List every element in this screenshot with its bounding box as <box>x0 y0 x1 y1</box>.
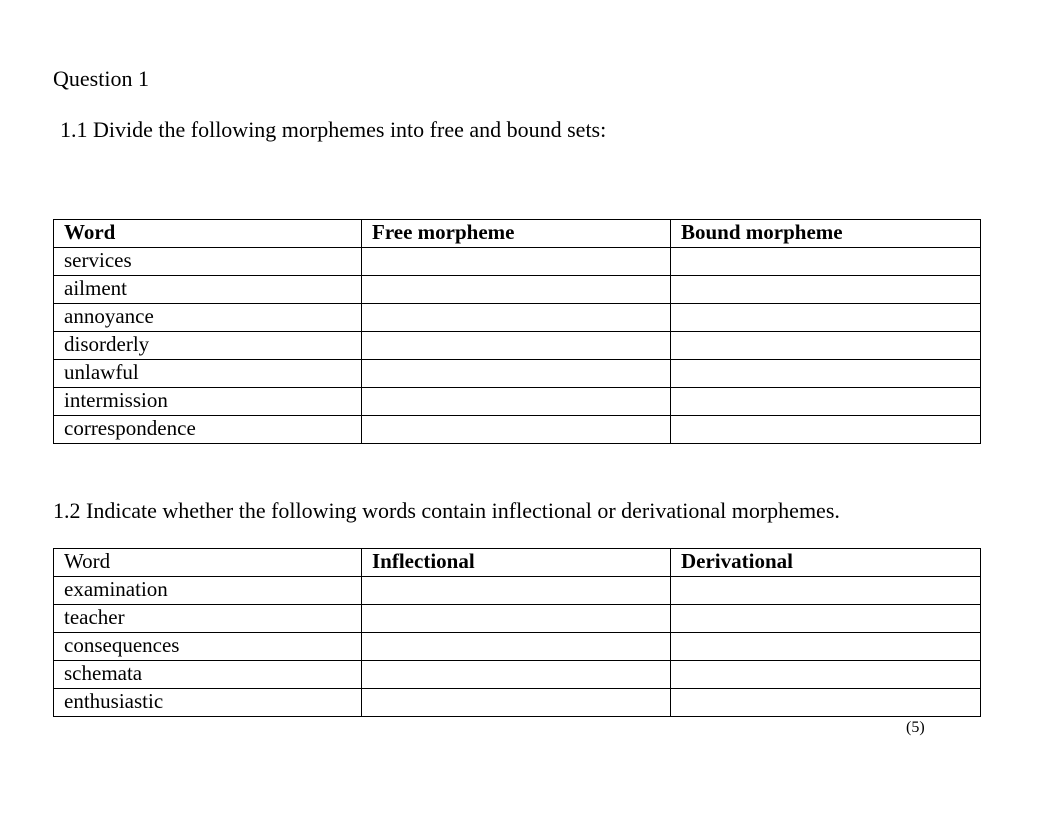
table-header-row <box>54 549 981 577</box>
word-cell: annoyance <box>54 304 362 332</box>
table-row <box>54 248 981 276</box>
inflectional-cell[interactable] <box>362 689 671 717</box>
table-row <box>54 633 981 661</box>
free-morpheme-cell[interactable] <box>362 248 671 276</box>
column-header-word: Word <box>54 220 362 248</box>
column-header-bound-morpheme: Bound morpheme <box>671 220 981 248</box>
free-morpheme-cell[interactable] <box>362 276 671 304</box>
bound-morpheme-cell[interactable] <box>671 332 981 360</box>
part1-prompt: 1.1 Divide the following morphemes into free and bound sets: <box>60 117 607 142</box>
table-row <box>54 276 981 304</box>
free-bound-table <box>53 219 981 444</box>
table-row <box>54 304 981 332</box>
inflectional-cell[interactable] <box>362 633 671 661</box>
word-cell: ailment <box>54 276 362 304</box>
word-cell: intermission <box>54 388 362 416</box>
inflectional-derivational-table <box>53 548 981 717</box>
table-row <box>54 605 981 633</box>
derivational-cell[interactable] <box>671 689 981 717</box>
question-title: Question 1 <box>53 66 149 91</box>
bound-morpheme-cell[interactable] <box>671 276 981 304</box>
inflectional-cell[interactable] <box>362 577 671 605</box>
derivational-cell[interactable] <box>671 577 981 605</box>
free-morpheme-cell[interactable] <box>362 416 671 444</box>
table-row <box>54 332 981 360</box>
word-cell: consequences <box>54 633 362 661</box>
table-row <box>54 577 981 605</box>
word-cell: examination <box>54 577 362 605</box>
free-morpheme-cell[interactable] <box>362 304 671 332</box>
word-cell: unlawful <box>54 360 362 388</box>
table-row <box>54 661 981 689</box>
derivational-cell[interactable] <box>671 605 981 633</box>
free-morpheme-cell[interactable] <box>362 360 671 388</box>
word-cell: enthusiastic <box>54 689 362 717</box>
word-cell: teacher <box>54 605 362 633</box>
word-cell: disorderly <box>54 332 362 360</box>
free-morpheme-cell[interactable] <box>362 388 671 416</box>
column-header-derivational: Derivational <box>671 549 981 577</box>
inflectional-cell[interactable] <box>362 605 671 633</box>
bound-morpheme-cell[interactable] <box>671 304 981 332</box>
bound-morpheme-cell[interactable] <box>671 416 981 444</box>
table-row <box>54 416 981 444</box>
bound-morpheme-cell[interactable] <box>671 248 981 276</box>
word-cell: services <box>54 248 362 276</box>
part2-prompt: 1.2 Indicate whether the following words contain inflectional or derivational morphemes. <box>53 498 840 523</box>
bound-morpheme-cell[interactable] <box>671 388 981 416</box>
bound-morpheme-cell[interactable] <box>671 360 981 388</box>
table-header-row <box>54 220 981 248</box>
column-header-word: Word <box>54 549 362 577</box>
free-morpheme-cell[interactable] <box>362 332 671 360</box>
table-row <box>54 360 981 388</box>
inflectional-cell[interactable] <box>362 661 671 689</box>
table-row <box>54 689 981 717</box>
word-cell: correspondence <box>54 416 362 444</box>
derivational-cell[interactable] <box>671 633 981 661</box>
marks-allocation: (5) <box>906 719 925 736</box>
derivational-cell[interactable] <box>671 661 981 689</box>
column-header-free-morpheme: Free morpheme <box>362 220 671 248</box>
table-row <box>54 388 981 416</box>
word-cell: schemata <box>54 661 362 689</box>
column-header-inflectional: Inflectional <box>362 549 671 577</box>
